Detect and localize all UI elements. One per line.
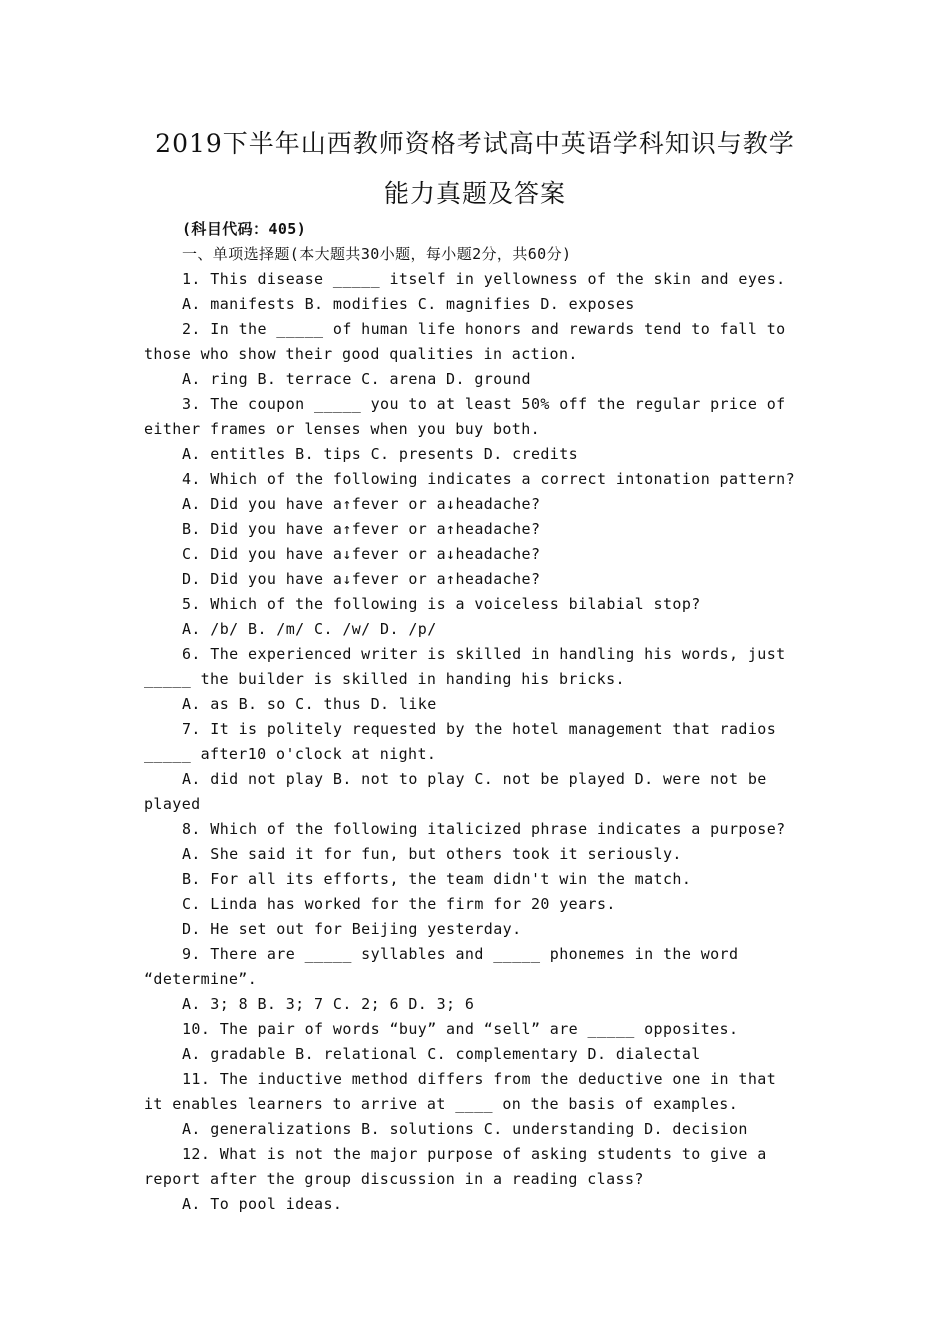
question-9: 9. There are _____ syllables and _____ phonemes in the word — [182, 945, 739, 963]
document-title-line-1: 2019下半年山西教师资格考试高中英语学科知识与教学 — [155, 129, 795, 158]
question-8: 8. Which of the following italicized phrase indicates a purpose? — [182, 820, 786, 838]
question-6-options: A. as B. so C. thus D. like — [182, 695, 437, 713]
question-2: 2. In the _____ of human life honors and rewards tend to fall to — [182, 320, 786, 338]
question-12-continued: report after the group discussion in a reading class? — [144, 1170, 644, 1188]
question-2-continued: those who show their good qualities in action. — [144, 345, 578, 363]
question-10: 10. The pair of words “buy” and “sell” are _____ opposites. — [182, 1020, 739, 1038]
question-8-option-a: A. She said it for fun, but others took it seriously. — [182, 845, 682, 863]
subject-code: (科目代码：405) — [182, 220, 307, 238]
question-4-option-c: C. Did you have a↓fever or a↓headache? — [182, 545, 541, 563]
question-8-option-b: B. For all its efforts, the team didn't win the match. — [182, 870, 692, 888]
question-10-options: A. gradable B. relational C. complementary D. dialectal — [182, 1045, 701, 1063]
question-7-continued: _____ after10 o'clock at night. — [144, 745, 437, 763]
question-3: 3. The coupon _____ you to at least 50% off the regular price of — [182, 395, 786, 413]
question-1: 1. This disease _____ itself in yellowness of the skin and eyes. — [182, 270, 786, 288]
question-8-option-d: D. He set out for Beijing yesterday. — [182, 920, 522, 938]
question-5: 5. Which of the following is a voiceless bilabial stop? — [182, 595, 701, 613]
question-3-continued: either frames or lenses when you buy both. — [144, 420, 541, 438]
question-7-options: A. did not play B. not to play C. not be played D. were not be — [182, 770, 767, 788]
question-5-options: A. /b/ B. /m/ C. /w/ D. /p/ — [182, 620, 437, 638]
question-11: 11. The inductive method differs from the deductive one in that — [182, 1070, 777, 1088]
question-9-options: A. 3; 8 B. 3; 7 C. 2; 6 D. 3; 6 — [182, 995, 475, 1013]
question-12-option-a: A. To pool ideas. — [182, 1195, 343, 1213]
question-11-options: A. generalizations B. solutions C. understanding D. decision — [182, 1120, 748, 1138]
section-heading: 一、单项选择题(本大题共30小题，每小题2分，共60分) — [182, 245, 572, 263]
question-4: 4. Which of the following indicates a correct intonation pattern? — [182, 470, 795, 488]
document-title-line-2: 能力真题及答案 — [383, 179, 566, 208]
question-7-options-continued: played — [144, 795, 201, 813]
question-11-continued: it enables learners to arrive at ____ on the basis of examples. — [144, 1095, 739, 1113]
question-4-option-d: D. Did you have a↓fever or a↑headache? — [182, 570, 541, 588]
question-12: 12. What is not the major purpose of asking students to give a — [182, 1145, 767, 1163]
question-3-options: A. entitles B. tips C. presents D. credits — [182, 445, 579, 463]
question-6-continued: _____ the builder is skilled in handing his bricks. — [144, 670, 625, 688]
question-9-continued: “determine”. — [144, 970, 258, 988]
question-4-option-b: B. Did you have a↑fever or a↑headache? — [182, 520, 541, 538]
question-4-option-a: A. Did you have a↑fever or a↓headache? — [182, 495, 541, 513]
question-7: 7. It is politely requested by the hotel management that radios — [182, 720, 777, 738]
question-6: 6. The experienced writer is skilled in handling his words, just — [182, 645, 786, 663]
question-2-options: A. ring B. terrace C. arena D. ground — [182, 370, 531, 388]
question-8-option-c: C. Linda has worked for the firm for 20 years. — [182, 895, 616, 913]
question-1-options: A. manifests B. modifies C. magnifies D. exposes — [182, 295, 635, 313]
